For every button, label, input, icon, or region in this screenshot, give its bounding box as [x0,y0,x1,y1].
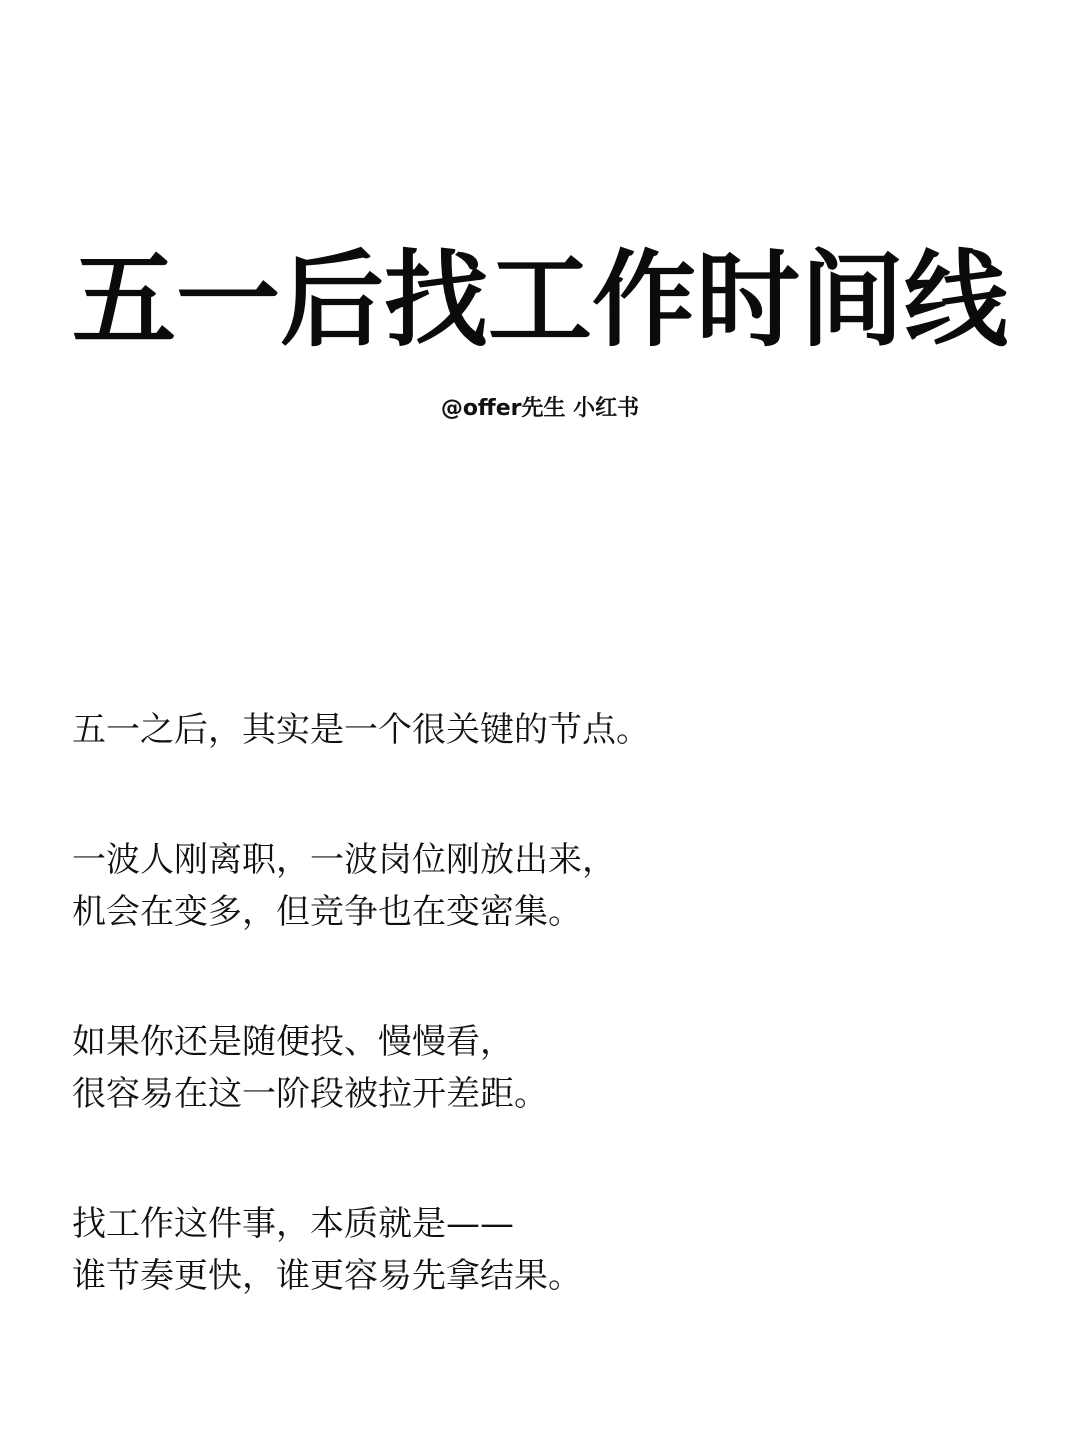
paragraph-line: 一波人刚离职，一波岗位刚放出来， [72,840,616,880]
paragraph-line: 如果你还是随便投、慢慢看， [72,1022,514,1062]
paragraph-2 [72,834,1012,938]
paragraph-3 [72,1016,1012,1120]
post-body [72,704,1012,1380]
paragraph-line: 找工作这件事，本质就是—— [72,1204,514,1244]
page-title: 五一后找工作时间线 [71,239,1008,361]
paragraph-line: 很容易在这一阶段被拉开差距。 [72,1074,548,1114]
paragraph-line: 谁节奏更快，谁更容易先拿结果。 [72,1256,582,1296]
paragraph-line: 五一之后，其实是一个很关键的节点。 [72,710,650,750]
author-subtitle: @offer先生 小红书 [440,396,640,421]
paragraph-4 [72,1198,1012,1302]
paragraph-1 [72,704,1012,756]
paragraph-line: 机会在变多，但竞争也在变密集。 [72,892,582,932]
